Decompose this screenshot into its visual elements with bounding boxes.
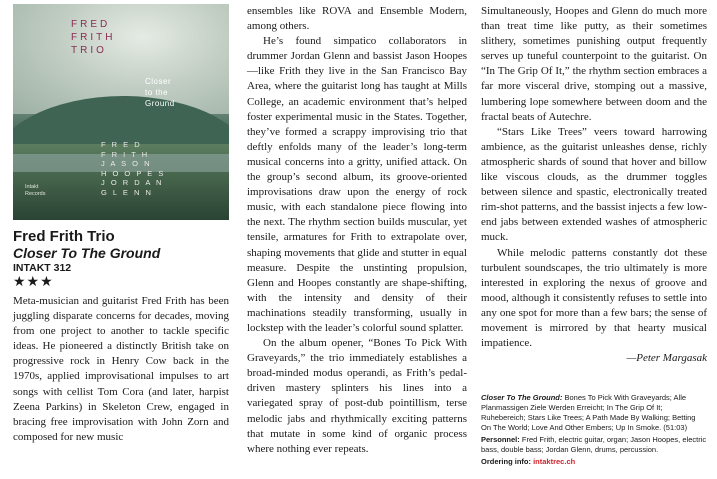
review-paragraph-3-continued: Simultaneously, Hoopes and Glenn do much more than treat time like putty, as their sometimes slithery, sometimes punishing output frequently serves up tuneful counterpoint to the guitarist. On “In The Grip Of It,” the rhythm section embraces a far more visceral drive, stomping out a massive, lumbering lope somewhere between doom and the fractal beats of Autechre.: [481, 5, 707, 123]
review-paragraph-1-continued: ensembles like ROVA and Ensemble Modern, among others.: [247, 5, 467, 33]
catalog-number: INTAKT 312: [13, 262, 72, 274]
middle-column: [247, 4, 467, 457]
right-column: [481, 4, 707, 366]
cover-label-logo: Intakt Records: [25, 184, 46, 197]
review-paragraph-5: While melodic patterns constantly dot these turbulent soundscapes, the trio ultimately is more interested in exploring the nexus of groove and mood, although it consistently refuses to settle into any one spot for more than a few bars; the sense of movement is mirrored by that hearty musical impatience.: [481, 246, 707, 350]
track-list: [481, 393, 707, 433]
review-paragraph-4: “Stars Like Trees” veers toward harrowing ambience, as the guitarist unleashes dense, richly atmospheric shards of sound that hover and billow like viscous clouds, as the drummer toggles between silence and spastic, electronically treated rim-shot patterns, and the bassist injects a few low-end jabs between extended washes of atmospheric muck.: [481, 125, 707, 244]
reviewer-byline: —Peter Margasak: [626, 352, 707, 365]
album-cover: [13, 4, 229, 220]
cover-members: F R E D F R I T H J A S O N H O O P E S J O R D A N G L E N N: [101, 140, 166, 197]
personnel: [481, 435, 707, 455]
cover-album-title: Closer to the Ground: [145, 77, 175, 108]
star-rating: ★★★: [13, 275, 54, 290]
ordering-label: Ordering info:: [481, 457, 531, 466]
ordering-info: [481, 457, 707, 467]
ordering-link[interactable]: intaktrec.ch: [533, 457, 576, 466]
personnel-text: Fred Frith, electric guitar, organ; Jason Hoopes, electric bass, double bass; Jordan Glenn, drums, percussion.: [481, 435, 707, 454]
personnel-label: Personnel:: [481, 435, 520, 444]
review-paragraph-2: He’s found simpatico collaborators in drummer Jordan Glenn and bassist Jason Hoopes—like Frith they live in the San Francisco Bay Area, where the guitarist long has taught at Mills College, an academic environment that’s helped foster experimental music in the States. Together, they’ve formed a scrappy improvising trio that deftly enfolds many of the leader’s long-term musical concerns into a gritty, unified attack. On the group’s second album, its groove-oriented improvisations draw upon the energy of rock music, with each standalone piece flowing into the next. The rhythm section builds muscular, yet tensile, armatures for Frith to extrapolate over, shaping movements that glide and stutter in equal measure. Despite the unstinting propulsion, Glenn and Hoopes constantly are shape-shifting, with the intensity and density of their machinations steadily transforming, usually in lockstep with the leader’s colorful sound splatter.: [247, 35, 467, 334]
track-list-text: Bones To Pick With Graveyards; Alle Planmassigen Ziele Werden Erreicht; In The Grip Of It; Ruhebereich; Stars Like Trees; A Path Made By Walking; Betting On The World; Love And Other Embers; Up In Smoke. (51:03): [481, 393, 696, 432]
review-paragraph-1: Meta-musician and guitarist Fred Frith has been juggling disparate concerns for decades, moving from one project to another to tackle specific ideas. He pioneered a distinctly British take on progressive rock in Henry Cow back in the 1970s, applied improvisational impulses to art songs with cellist Tom Cora (and later, harpist Zeena Parkins) in Skeleton Crew, engaged in bracing free improvisation with John Zorn and composed for new music: [13, 295, 229, 443]
cover-band-name: FRED FRITH TRIO: [71, 19, 116, 56]
track-list-label: Closer To The Ground:: [481, 393, 563, 402]
artist-name: Fred Frith Trio: [13, 228, 115, 245]
review-paragraph-3: On the album opener, “Bones To Pick With Graveyards,” the trio immediately establishes a broad-minded modus operandi, as Frith’s pedal-driven mastery splinters his lines into a variegated spray of post-dub pointillism, terse melodic jabs and rhythmically exciting patterns that mutate in some kind of organic process where nothing ever repeats.: [247, 337, 467, 455]
left-column: [13, 0, 229, 445]
album-credits: [481, 393, 707, 469]
album-title: Closer To The Ground: [13, 245, 161, 261]
